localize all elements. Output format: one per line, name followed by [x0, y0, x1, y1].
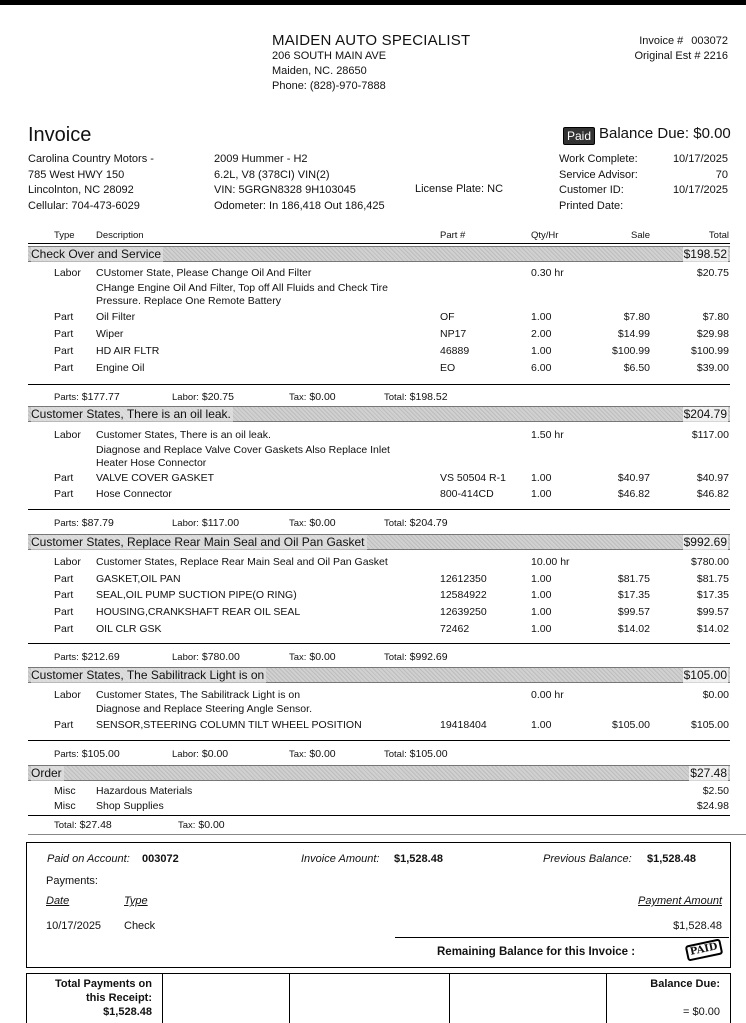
- item-qty: 6.00: [531, 362, 552, 374]
- license-plate: License Plate: NC: [415, 183, 504, 195]
- item-total: $81.75: [696, 573, 729, 585]
- total-payments-label-2: this Receipt:: [85, 992, 152, 1004]
- labor-label: Labor:: [172, 392, 199, 403]
- invoice-meta-values: [673, 152, 728, 199]
- total-payments-label-1: Total Payments on: [55, 978, 152, 990]
- item-description: SENSOR,STEERING COLUMN TILT WHEEL POSITION: [96, 719, 362, 731]
- item-qty: 1.00: [531, 311, 552, 323]
- item-description: CUstomer State, Please Change Oil And Filter: [96, 267, 312, 279]
- parts-total: $177.77: [81, 391, 120, 403]
- item-sale: $7.80: [623, 311, 650, 323]
- vehicle-odometer: Odometer: In 186,418 Out 186,425: [214, 199, 385, 212]
- job-grand-total: $105.00: [409, 748, 448, 760]
- line-item: [0, 688, 746, 703]
- item-sale: $40.97: [617, 472, 650, 484]
- col-header-sale: Sale: [630, 230, 650, 241]
- item-description: Oil Filter: [96, 311, 136, 323]
- line-item: [0, 572, 746, 587]
- total-label: Total:: [384, 518, 407, 529]
- labor-label: Labor:: [172, 749, 199, 760]
- customer-id-value: 70: [715, 168, 728, 181]
- job-title: Check Over and Service: [31, 247, 162, 261]
- payment-amount: $1,528.48: [673, 920, 722, 932]
- invoice-meta-labels: [559, 152, 638, 214]
- order-divider: [28, 815, 730, 816]
- item-part-number: NP17: [440, 328, 467, 340]
- item-qty: 10.00 hr: [531, 556, 570, 568]
- item-total: $46.82: [696, 488, 729, 500]
- tax-label: Tax:: [289, 749, 307, 760]
- item-type: Part: [54, 328, 74, 340]
- total-label: Total:: [384, 392, 407, 403]
- item-description: OIL CLR GSK: [96, 623, 162, 635]
- item-type: Part: [54, 488, 74, 500]
- line-item: [0, 471, 746, 486]
- item-qty: 1.00: [531, 606, 552, 618]
- item-note: CHange Engine Oil And Filter, Top off All Fluids and Check Tire: [96, 282, 389, 294]
- col-header-qty: Qty/Hr: [531, 230, 559, 241]
- line-item: [0, 344, 746, 359]
- payment-box: [26, 842, 731, 968]
- order-section-bar: [28, 765, 730, 781]
- item-description: HOUSING,CRANKSHAFT REAR OIL SEAL: [96, 606, 301, 618]
- item-type: Part: [54, 345, 74, 357]
- item-qty: 1.00: [531, 719, 552, 731]
- item-description: SEAL,OIL PUMP SUCTION PIPE(O RING): [96, 589, 297, 601]
- item-type: Part: [54, 573, 74, 585]
- job-title: Customer States, Replace Rear Main Seal and Oil Pan Gasket: [31, 535, 365, 549]
- item-total: $100.99: [691, 345, 729, 357]
- tax-total: $0.00: [309, 748, 336, 760]
- item-sale: $14.99: [617, 328, 650, 340]
- item-description: Customer States, The Sabilitrack Light is on: [96, 689, 301, 701]
- payment-type: Check: [124, 920, 156, 932]
- payment-rule: [395, 937, 729, 938]
- item-qty: 1.00: [531, 589, 552, 601]
- paid-stamp: PAID: [685, 938, 723, 961]
- parts-label: Parts:: [54, 518, 79, 529]
- line-item: [0, 605, 746, 620]
- item-type: Labor: [54, 556, 81, 568]
- item-type: Misc: [54, 800, 76, 812]
- item-sale: $100.99: [612, 345, 650, 357]
- item-sale: $6.50: [623, 362, 650, 374]
- order-summary-total: $27.48: [79, 819, 112, 831]
- col-header-total: Total: [708, 230, 729, 241]
- original-estimate: Original Est # 2216: [634, 50, 728, 62]
- tax-total: $0.00: [309, 391, 336, 403]
- item-total: $39.00: [696, 362, 729, 374]
- item-type: Part: [54, 719, 74, 731]
- vehicle-model: 2009 Hummer - H2: [214, 153, 308, 165]
- receipt-balance-due-value: = $0.00: [682, 1006, 720, 1018]
- receipt-cell: [450, 974, 607, 1023]
- payment-date: 10/17/2025: [46, 920, 102, 932]
- labor-total: $780.00: [201, 651, 240, 663]
- item-type: Part: [54, 606, 74, 618]
- item-part-number: 12584922: [440, 589, 487, 601]
- shop-phone: Phone: (828)-970-7888: [272, 80, 386, 92]
- total-label: Total:: [54, 820, 77, 831]
- job-grand-total: $198.52: [409, 391, 448, 403]
- order-item: [0, 799, 746, 814]
- job-title: Customer States, There is an oil leak.: [31, 407, 231, 421]
- col-header-part: Part #: [440, 230, 466, 241]
- line-item: [0, 487, 746, 502]
- item-part-number: 46889: [440, 345, 470, 357]
- receipt-balance-due-label: Balance Due:: [650, 978, 720, 990]
- vehicle-info: [214, 152, 385, 214]
- parts-total: $212.69: [81, 651, 120, 663]
- item-total: $17.35: [696, 589, 729, 601]
- header-divider: [28, 243, 730, 244]
- item-part-number: 800-414CD: [440, 488, 494, 500]
- order-item: [0, 784, 746, 799]
- item-description: Customer States, Replace Rear Main Seal and Oil Pan Gasket: [96, 556, 388, 568]
- job-divider: [28, 643, 730, 644]
- paid-on-account-value: 003072: [142, 853, 179, 865]
- item-sale: $17.35: [617, 589, 650, 601]
- item-total: $99.57: [696, 606, 729, 618]
- item-qty: 1.50 hr: [531, 429, 564, 441]
- job-title: Customer States, The Sabilitrack Light is on: [31, 668, 265, 682]
- line-item: [0, 622, 746, 637]
- item-description: VALVE COVER GASKET: [96, 472, 215, 484]
- job-grand-total: $992.69: [409, 651, 448, 663]
- shop-header: [272, 32, 470, 94]
- order-summary-tax: $0.00: [198, 819, 225, 831]
- item-part-number: 19418404: [440, 719, 487, 731]
- item-type: Part: [54, 311, 74, 323]
- labor-total: $0.00: [201, 748, 229, 760]
- item-qty: 0.30 hr: [531, 267, 564, 279]
- item-total: $0.00: [702, 689, 729, 701]
- customer-name: Carolina Country Motors -: [28, 153, 154, 165]
- item-qty: 0.00 hr: [531, 689, 564, 701]
- item-description: GASKET,OIL PAN: [96, 573, 181, 585]
- item-type: Part: [54, 362, 74, 374]
- tax-label: Tax:: [178, 820, 196, 831]
- customer-phone: Cellular: 704-473-6029: [28, 199, 140, 212]
- customer-info: [28, 152, 154, 214]
- item-total: $780.00: [691, 556, 729, 568]
- item-note: Diagnose and Replace Steering Angle Sensor.: [96, 703, 312, 715]
- item-sale: $46.82: [617, 488, 650, 500]
- previous-balance-label: Previous Balance:: [543, 853, 632, 865]
- parts-label: Parts:: [54, 749, 79, 760]
- item-total: $117.00: [691, 429, 729, 441]
- previous-balance-value: $1,528.48: [647, 853, 696, 865]
- item-part-number: OF: [440, 311, 455, 323]
- item-type: Misc: [54, 785, 76, 797]
- item-sale: $105.00: [612, 719, 650, 731]
- item-sale: $14.02: [617, 623, 650, 635]
- job-total: $992.69: [683, 535, 727, 549]
- item-sale: $81.75: [617, 573, 650, 585]
- item-note: Diagnose and Replace Valve Cover Gaskets Also Replace Inlet: [96, 444, 390, 456]
- item-description: Wiper: [96, 328, 124, 340]
- item-total: $29.98: [696, 328, 729, 340]
- order-total: $27.48: [690, 766, 727, 780]
- line-item: [0, 327, 746, 342]
- item-type: Labor: [54, 267, 81, 279]
- item-sale: $99.57: [617, 606, 650, 618]
- job-grand-total: $204.79: [409, 517, 448, 529]
- item-qty: 1.00: [531, 573, 552, 585]
- vehicle-vin: VIN: 5GRGN8328 9H103045: [214, 184, 356, 196]
- total-payments-value: $1,528.48: [103, 1006, 152, 1018]
- paid-badge: Paid: [563, 127, 595, 145]
- work-complete-value: 10/17/2025: [672, 153, 728, 165]
- line-item: [0, 310, 746, 325]
- item-part-number: 12612350: [440, 573, 487, 585]
- job-total: $198.52: [683, 247, 727, 261]
- vehicle-engine: 6.2L, V8 (378CI) VIN(2): [214, 168, 330, 181]
- line-item: [0, 588, 746, 603]
- parts-label: Parts:: [54, 652, 79, 663]
- job-section-bar: [28, 406, 730, 422]
- item-description: HD AIR FLTR: [96, 345, 160, 357]
- order-title: Order: [31, 766, 62, 780]
- item-total: $14.02: [696, 623, 729, 635]
- labor-label: Labor:: [172, 518, 199, 529]
- labor-total: $20.75: [201, 391, 234, 403]
- labor-label: Labor:: [172, 652, 199, 663]
- service-advisor-label: Service Advisor:: [559, 168, 638, 181]
- item-note: Pressure. Replace One Remote Battery: [96, 295, 282, 307]
- item-type: Labor: [54, 429, 81, 441]
- line-item: [0, 718, 746, 733]
- item-total: $20.75: [696, 267, 729, 279]
- invoice-number-label: Invoice #: [639, 35, 684, 47]
- job-section-bar: [28, 667, 730, 683]
- total-label: Total:: [384, 749, 407, 760]
- item-part-number: VS 50504 R-1: [440, 472, 506, 484]
- col-header-description: Description: [96, 230, 144, 241]
- item-part-number: 72462: [440, 623, 470, 635]
- job-total: $105.00: [683, 668, 727, 682]
- shop-city: Maiden, NC. 28650: [272, 65, 367, 77]
- item-description: Engine Oil: [96, 362, 145, 374]
- item-description: Hazardous Materials: [96, 785, 193, 797]
- line-item: [0, 266, 746, 281]
- item-description: Shop Supplies: [96, 800, 164, 812]
- item-qty: 1.00: [531, 623, 552, 635]
- job-divider: [28, 384, 730, 385]
- receipt-cell: [290, 974, 450, 1023]
- remaining-balance-label: Remaining Balance for this Invoice :: [437, 946, 636, 958]
- tax-total: $0.00: [309, 651, 336, 663]
- job-divider: [28, 740, 730, 741]
- job-divider: [28, 509, 730, 510]
- tax-label: Tax:: [289, 392, 307, 403]
- tax-label: Tax:: [289, 652, 307, 663]
- shop-address: 206 SOUTH MAIN AVE: [272, 50, 387, 62]
- total-label: Total:: [384, 652, 407, 663]
- item-qty: 1.00: [531, 488, 552, 500]
- parts-total: $87.79: [81, 517, 114, 529]
- item-total: $2.50: [702, 785, 729, 797]
- payment-date-header: Date: [46, 895, 70, 907]
- line-item: [0, 428, 746, 443]
- item-description: Hose Connector: [96, 488, 172, 500]
- tax-label: Tax:: [289, 518, 307, 529]
- shop-name: MAIDEN AUTO SPECIALIST: [272, 32, 471, 49]
- invoice-title: Invoice: [28, 124, 92, 146]
- receipt-summary: [26, 973, 731, 1023]
- labor-total: $117.00: [201, 517, 240, 529]
- tax-total: $0.00: [309, 517, 336, 529]
- top-border: [0, 0, 746, 5]
- customer-city: Lincolnton, NC 28092: [28, 184, 134, 196]
- invoice-number: 003072: [691, 35, 728, 47]
- item-qty: 1.00: [531, 345, 552, 357]
- printed-date-value: 10/17/2025: [672, 184, 728, 196]
- item-note: Heater Hose Connector: [96, 457, 207, 469]
- job-section-bar: [28, 534, 730, 550]
- item-type: Part: [54, 623, 74, 635]
- item-total: $40.97: [696, 472, 729, 484]
- invoice-amount-value: $1,528.48: [394, 853, 443, 865]
- payments-label: Payments:: [46, 875, 98, 887]
- customer-address: 785 West HWY 150: [28, 168, 125, 181]
- payment-type-header: Type: [124, 895, 148, 907]
- parts-total: $105.00: [81, 748, 120, 760]
- job-total: $204.79: [683, 407, 727, 421]
- item-part-number: 12639250: [440, 606, 487, 618]
- item-part-number: EO: [440, 362, 456, 374]
- item-qty: 2.00: [531, 328, 552, 340]
- item-qty: 1.00: [531, 472, 552, 484]
- printed-date-label: Printed Date:: [559, 199, 624, 212]
- work-complete-label: Work Complete:: [559, 153, 638, 165]
- balance-due-header: Balance Due: $0.00: [599, 125, 731, 142]
- invoice-number-block: [634, 34, 728, 64]
- item-total: $105.00: [691, 719, 729, 731]
- receipt-cell: [27, 974, 163, 1023]
- payment-amount-header: Payment Amount: [638, 895, 722, 907]
- col-header-type: Type: [54, 230, 75, 241]
- page-divider: [28, 834, 746, 835]
- customer-id-label: Customer ID:: [559, 184, 624, 196]
- line-item: [0, 361, 746, 376]
- item-description: Customer States, There is an oil leak.: [96, 429, 271, 441]
- parts-label: Parts:: [54, 392, 79, 403]
- receipt-cell: [163, 974, 290, 1023]
- item-total: $7.80: [702, 311, 729, 323]
- line-item: [0, 555, 746, 570]
- item-type: Part: [54, 589, 74, 601]
- item-type: Part: [54, 472, 74, 484]
- item-total: $24.98: [696, 800, 729, 812]
- paid-on-account-label: Paid on Account:: [47, 853, 130, 865]
- item-type: Labor: [54, 689, 81, 701]
- invoice-amount-label: Invoice Amount:: [301, 853, 380, 865]
- job-section-bar: [28, 246, 730, 262]
